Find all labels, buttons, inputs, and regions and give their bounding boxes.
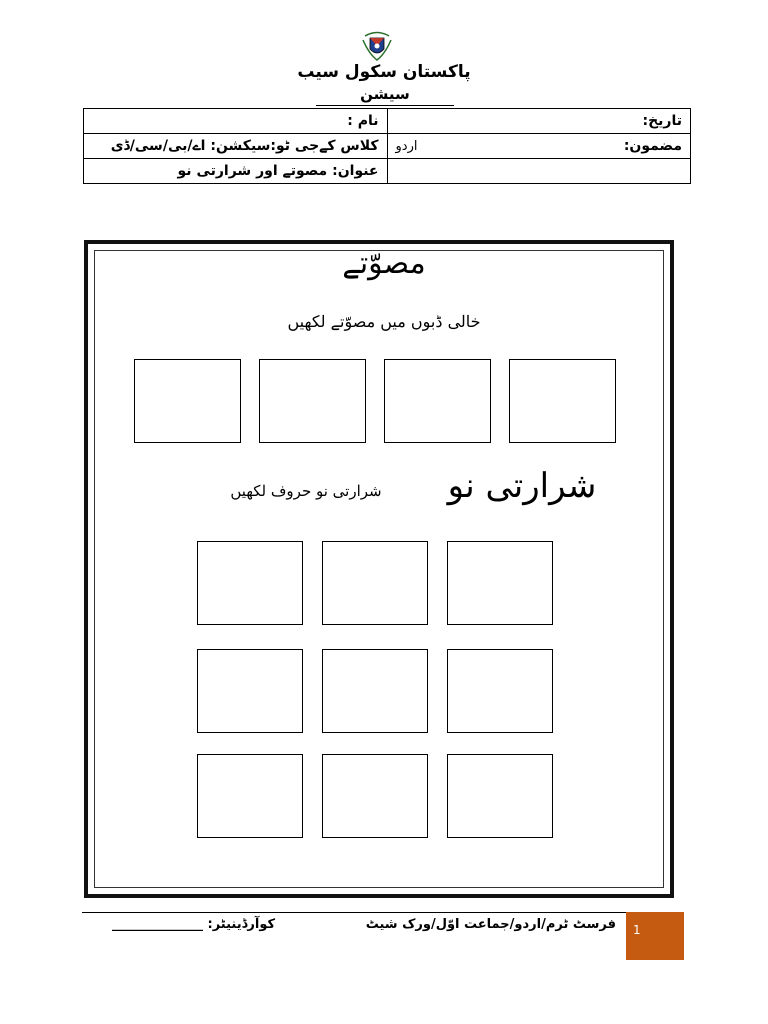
date-cell[interactable] bbox=[387, 109, 691, 134]
naughty-nine-heading: شرارتی نو bbox=[447, 466, 597, 506]
naughty-nine-answer-box[interactable] bbox=[322, 649, 428, 733]
naughty-nine-answer-box[interactable] bbox=[197, 754, 303, 838]
vowels-heading: مصوّتے bbox=[342, 246, 426, 281]
naughty-nine-answer-box[interactable] bbox=[447, 649, 553, 733]
date-label: تاریخ: bbox=[642, 113, 682, 129]
subject-label: مضمون: bbox=[623, 138, 682, 154]
class-section-label: کلاس کےجی ٹو:سیکشن: اے/بی/سی/ڈی bbox=[110, 138, 379, 154]
naughty-nine-instruction: شرارتی نو حروف لکھیں bbox=[230, 482, 382, 500]
school-crest-icon bbox=[360, 30, 394, 64]
topic-cell bbox=[84, 159, 388, 184]
subject-value: اردو bbox=[395, 138, 418, 154]
naughty-nine-answer-box[interactable] bbox=[447, 754, 553, 838]
vowel-answer-box[interactable] bbox=[134, 359, 241, 443]
vowel-answer-box[interactable] bbox=[259, 359, 366, 443]
page-number: 1 bbox=[633, 923, 641, 937]
school-name: پاکستان سکول سیب bbox=[297, 62, 471, 82]
coordinator-signature: کوآرڈینیٹر: ______________ bbox=[112, 917, 276, 932]
naughty-nine-answer-box[interactable] bbox=[197, 541, 303, 625]
naughty-nine-answer-box[interactable] bbox=[322, 754, 428, 838]
student-info-table bbox=[83, 108, 691, 184]
naughty-nine-answer-box[interactable] bbox=[322, 541, 428, 625]
footer-title: فرسٹ ٹرم/اردو/جماعت اوّل/ورک شیٹ bbox=[365, 917, 616, 932]
naughty-nine-answer-box[interactable] bbox=[197, 649, 303, 733]
empty-cell[interactable] bbox=[387, 159, 691, 184]
footer-divider bbox=[82, 912, 626, 913]
subject-cell bbox=[387, 134, 691, 159]
name-label: نام : bbox=[347, 113, 379, 129]
page-number-badge bbox=[626, 912, 684, 960]
topic-label: عنوان: bbox=[332, 163, 379, 179]
class-section-cell bbox=[84, 134, 388, 159]
session-label: سیشن bbox=[316, 85, 454, 106]
topic-value: مصوتے اور شرارتی نو bbox=[177, 163, 328, 179]
vowel-answer-box[interactable] bbox=[384, 359, 491, 443]
vowels-instruction: خالی ڈبوں میں مصوّتے لکھیں bbox=[287, 312, 481, 331]
naughty-nine-answer-box[interactable] bbox=[447, 541, 553, 625]
name-cell[interactable] bbox=[84, 109, 388, 134]
vowel-answer-box[interactable] bbox=[509, 359, 616, 443]
